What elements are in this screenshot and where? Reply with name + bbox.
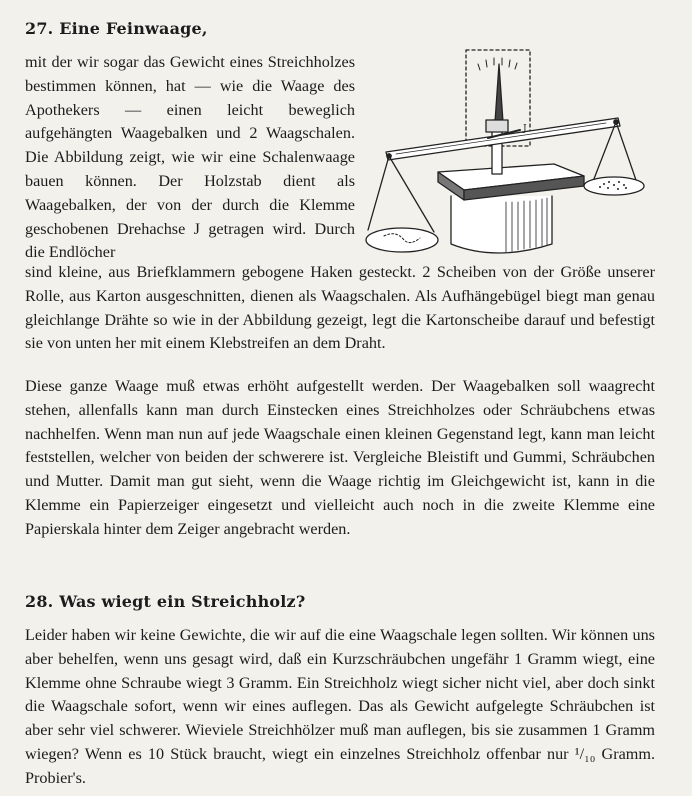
section-27-paragraph-wide: sind kleine, aus Briefklammern gebogene Haken gesteckt. 2 Scheiben von der Größe unserer Rolle, aus Karton ausgeschnitten, dienen als Waagschalen. Als Aufhängebügel biegt man genau gleichlange Drähte so wie in der Abbildung gezeigt, legt die Kartonscheibe darauf und befestigt sie von unten her mit einem Klebstreifen an dem Draht. <box>25 263 655 353</box>
balance-scale-illustration <box>356 44 646 264</box>
clamp-head <box>486 120 508 132</box>
section-27-paragraph-narrow: mit der wir sogar das Gewicht eines Streichholzes bestimmen können, hat — wie die Waage des Apothekers — einen leicht beweglich aufgehängten Waagebalken und 2 Waagschalen. Die Abbildung zeigt, wie wir eine Schalenwaage bauen können. Der Holzstab dient als Waagebalken, der von der durch die Klemme geschobenen Drehachse J getragen wird. Durch die Endlöcher <box>25 53 355 262</box>
section-27-paragraph-2: Diese ganze Waage muß etwas erhöht aufgestellt werden. Der Waagebalken soll waagrecht stehen, allenfalls kann man durch Einstecken eines Streichholzes oder Schräubchens etwas nachhelfen. Wenn man nun auf jede Waagschale einen kleinen Gegenstand legt, kann man leicht feststellen, welcher von beiden der schwerere ist. Vergleiche Bleistift und Gummi, Schräubchen und Mutter. Damit man gut sieht, wenn die Waage richtig im Gleichgewicht ist, kann in die Klemme ein Papierzeiger eingesetzt und vielleicht auch noch in die zweite Klemme eine Papierskala hinter dem Zeiger angebracht werden. <box>25 377 655 538</box>
section-27-heading: 27. Eine Feinwaage, <box>25 19 208 38</box>
paper-pointer <box>495 64 503 122</box>
left-hanger-wire-2 <box>389 156 434 232</box>
left-pan <box>366 228 438 252</box>
right-hanger-wire-1 <box>592 122 616 184</box>
section-28-paragraph: Leider haben wir keine Gewichte, die wir auf die eine Waagschale legen sollten. Wir können uns aber behelfen, wenn uns gesagt wird, daß ein Kurzschräubchen ungefähr 1 Gramm wiegt, eine Klemme ohne Schraube wiegt 3 Gramm. Ein Streichholz wiegt sicher nicht viel, aber doch sinkt die Waagschale sofort, wenn wir eines auflegen. Das als Gewicht aufgelegte Schräubchen ist aber sehr viel schwerer. Wieviele Streichhölzer muß man auflegen, bis sie zusammen 1 Gramm wiegen? Wenn es 10 Stück braucht, wiegt ein einzelnes Streichholz offenbar nur ¹/₁₀ Gramm. Probier's. <box>25 626 655 787</box>
roll-body <box>451 196 552 253</box>
section-28-heading: 28. Was wiegt ein Streichholz? <box>25 592 306 611</box>
label-J: J <box>523 124 527 134</box>
scale-ticks <box>478 58 517 70</box>
right-hanger-wire-2 <box>616 122 638 186</box>
left-hanger-wire-1 <box>368 156 389 230</box>
